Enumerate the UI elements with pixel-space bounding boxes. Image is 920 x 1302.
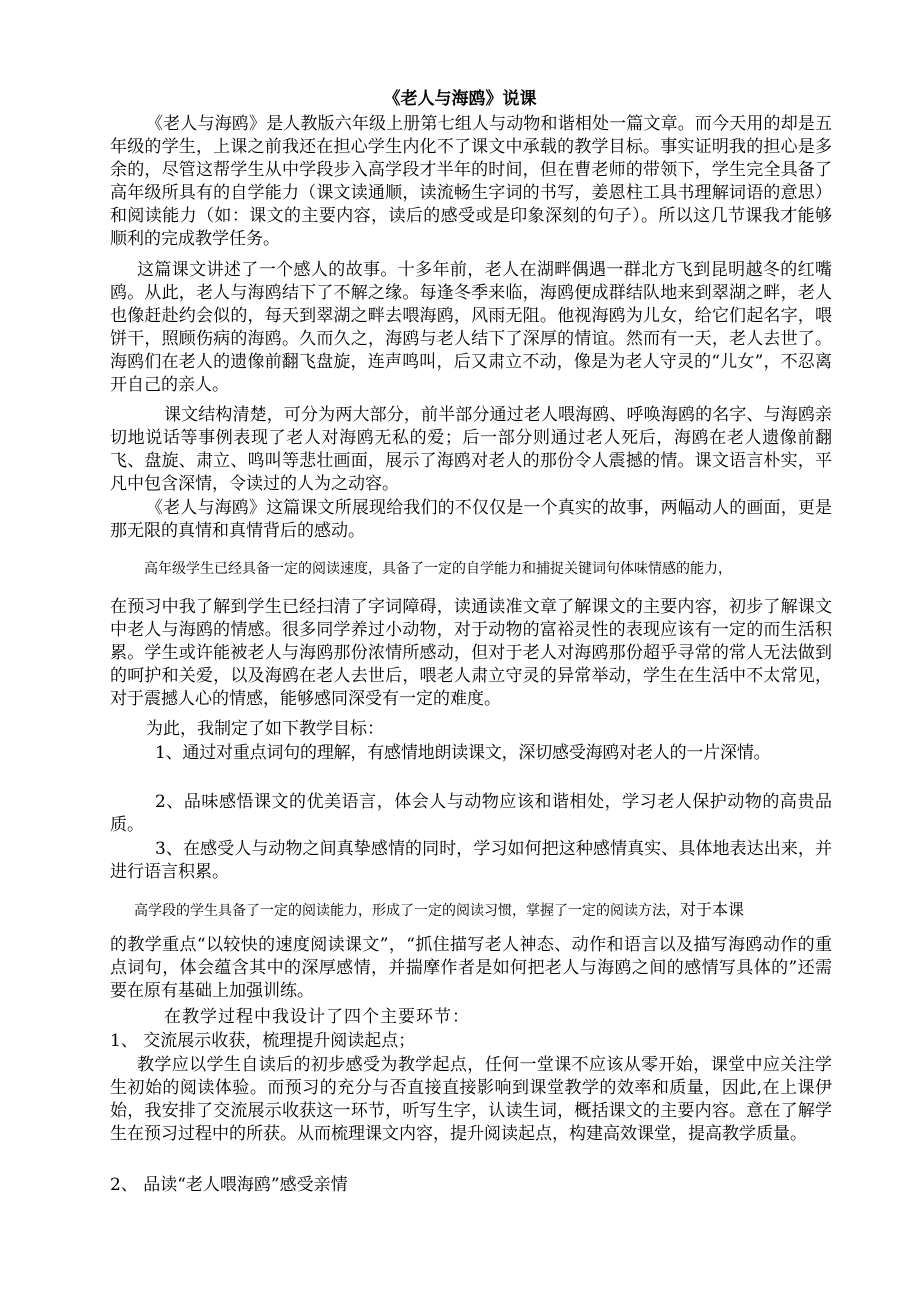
paragraph-structure: 课文结构清楚，可分为两大部分，前半部分通过老人喂海鸥、呼唤海鸥的名字、与海鸥亲切地说话等事例表现了老人对海鸥无私的爱；后一部分则通过老人死后，海鸥在老人遗像前翻飞、盘旋、肃立、鸣叫等悲壮画面，展示了海鸥对老人的那份令人震撼的情。课文语言朴实，平凡中包含深情，令读过的人为之动容。 [110,405,832,494]
ability-text-a: 高年级学生已经具备一定的阅读速度， [144,561,382,577]
goal-item-1: 1、通过对重点词句的理解，有感情地朗读课文，深切感受海鸥对老人的一片深情。 [155,743,771,763]
paragraph-intro: 《老人与海鸥》是人教版六年级上册第七组人与动物和谐相处一篇文章。而今天用的却是五年级的学生，上课之前我还在担心学生内化不了课文中承载的教学目标。事实证明我的担心是多余的，尽管这帮学生从中学段步入高学段才半年的时间，但在曹老师的带领下，学生完全具备了高年级所具有的自学能力（课文读通顺，读流畅生字词的书写，姜恩柱工具书理解词语的意思）和阅读能力（如：课文的主要内容，读后的感受或是印象深刻的句子）。所以这几节课我才能够顺利的完成教学任务。 [110,114,832,249]
goal-item-2: 2、品味感悟课文的优美语言，体会人与动物应该和谐相处，学习老人保护动物的高贵品质。 [110,792,832,835]
paragraph-summary: 《老人与海鸥》这篇课文所展现给我们的不仅仅是一个真实的故事，两幅动人的画面，更是那无限的真情和真情背后的感动。 [110,498,832,541]
section-heading-2: 2、 品读“老人喂海鸥”感受亲情 [110,1175,348,1195]
document-title: 《老人与海鸥》说课 [383,89,537,109]
paragraph-key-points: 的教学重点“以较快的速度阅读课文”，“抓住描写老人神态、动作和语言以及描写海鸥动作的重点词句，体会蕴含其中的深厚感情，并揣摩作者是如何把老人与海鸥之间的感情写具体的”还需要在原有基础上加强训练。 [110,935,832,1001]
goals-intro: 为此，我制定了如下教学目标： [146,719,384,739]
ability-text-b: 具备了一定的自学能力和捕捉关键词句体味情感的能力， [382,561,732,577]
paragraph-section-1: 教学应以学生自读后的初步感受为教学起点，任何一堂课不应该从零开始，课堂中应关注学生初始的阅读体验。而预习的充分与否直接直接影响到课堂教学的效率和质量，因此,在上课伊始，我安排了交流展示收获这一环节，听写生字，认读生词，概括课文的主要内容。意在了解学生在预习过程中的所获。从而梳理课文内容，提升阅读起点，构建高效课堂，提高教学质量。 [110,1055,832,1144]
paragraph-story: 这篇课文讲述了一个感人的故事。十多年前，老人在湖畔偶遇一群北方飞到昆明越冬的红嘴鸥。从此，老人与海鸥结下了不解之缘。每逢冬季来临，海鸥便成群结队地来到翠湖之畔，老人也像赶赴约会似的，每天到翠湖之畔去喂海鸥，风雨无阻。他视海鸥为儿女，给它们起名字，喂饼干，照顾伤病的海鸥。久而久之，海鸥与老人结下了深厚的情谊。然而有一天，老人去世了。海鸥们在老人的遗像前翻飞盘旋，连声鸣叫，后又肃立不动，像是为老人守灵的“儿女”，不忍离开自己的亲人。 [110,260,832,395]
reading-ability-tail: 对于本课 [680,900,745,919]
paragraph-preview: 在预习中我了解到学生已经扫清了字词障碍，读通读准文章了解课文的主要内容，初步了解课文中老人与海鸥的情感。很多同学养过小动物，对于动物的富裕灵性的表现应该有一定的而生活积累。学生或许能被老人与海鸥那份浓情所感动，但对于老人对海鸥那份超乎寻常的常人无法做到的呵护和关爱，以及海鸥在老人去世后，喂老人肃立守灵的异常举动，学生在生活中不太常见，对于震撼人心的情感，能够感同深受有一定的难度。 [110,597,832,709]
paragraph-reading-ability [110,900,832,921]
paragraph-student-ability [110,559,832,579]
process-intro: 在教学过程中我设计了四个主要环节： [164,1007,470,1027]
goal-item-3: 3、在感受人与动物之间真挚感情的同时，学习如何把这种感情真实、具体地表达出来，并进行语言积累。 [110,839,832,882]
section-heading-1: 1、 交流展示收获，梳理提升阅读起点； [110,1031,416,1051]
reading-ability-text: 高学段的学生具备了一定的阅读能力，形成了一定的阅读习惯，掌握了一定的阅读方法， [134,903,680,919]
